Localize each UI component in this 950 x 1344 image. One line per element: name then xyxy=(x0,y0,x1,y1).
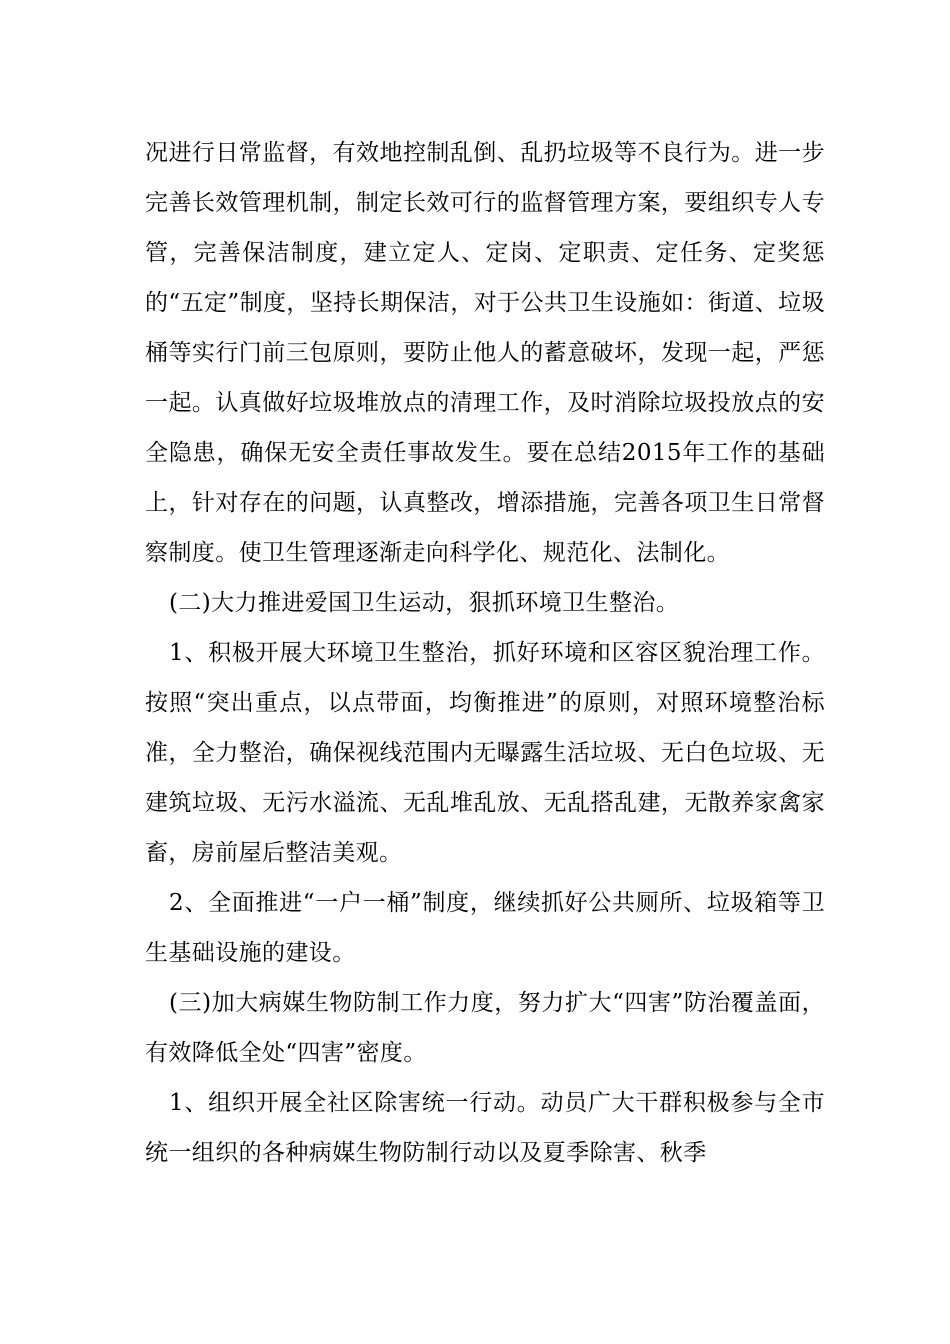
paragraph-item-1: 1、积极开展大环境卫生整治，抓好环境和区容区貌治理工作。按照“突出重点，以点带面，均衡推进”的原则，对照环境整治标准，全力整治，确保视线范围内无曝露生活垃圾、无白色垃圾、无建筑垃圾、无污水溢流、无乱堆乱放、无乱搭乱建，无散养家禽家畜，房前屋后整洁美观。 xyxy=(145,640,825,866)
section-heading-2: (二)大力推进爱国卫生运动，狠抓环境卫生整治。 xyxy=(169,590,680,616)
document-body xyxy=(145,128,825,1178)
section-heading-3: (三)加大病媒生物防制工作力度，努力扩大“四害”防治覆盖面，有效降低全处“四害”密度。 xyxy=(145,990,825,1066)
paragraph-item-2: 2、全面推进“一户一桶”制度，继续抓好公共厕所、垃圾箱等卫生基础设施的建设。 xyxy=(145,890,825,966)
paragraph-continuation: 况进行日常监督，有效地控制乱倒、乱扔垃圾等不良行为。进一步完善长效管理机制，制定长效可行的监督管理方案，要组织专人专管，完善保洁制度，建立定人、定岗、定职责、定任务、定奖惩的“五定”制度，坚持长期保洁，对于公共卫生设施如：街道、垃圾桶等实行门前三包原则，要防止他人的蓄意破坏，发现一起，严惩一起。认真做好垃圾堆放点的清理工作，及时消除垃圾投放点的安全隐患，确保无安全责任事故发生。要在总结2015年工作的基础上，针对存在的问题，认真整改，增添措施，完善各项卫生日常督察制度。使卫生管理逐渐走向科学化、规范化、法制化。 xyxy=(145,140,825,566)
paragraph-item-3-1: 1、组织开展全社区除害统一行动。动员广大干群积极参与全市统一组织的各种病媒生物防制行动以及夏季除害、秋季 xyxy=(145,1090,825,1166)
